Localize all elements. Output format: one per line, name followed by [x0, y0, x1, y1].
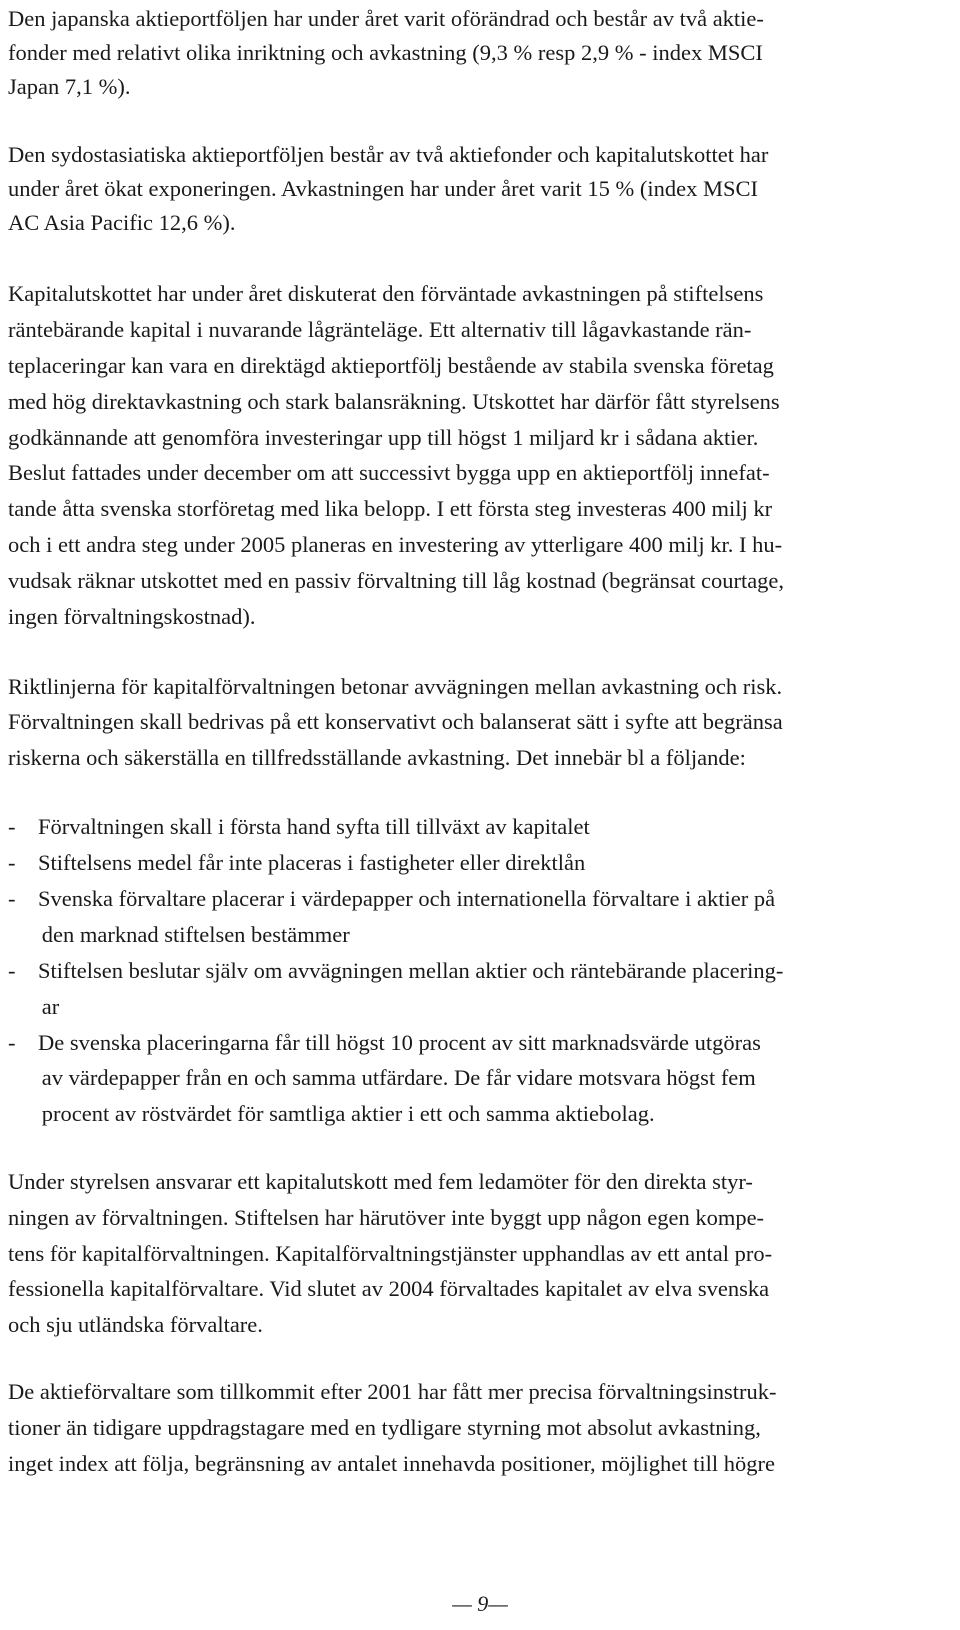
list-item: procent av röstvärdet för samtliga aktier i ett och samma aktiebolag.: [8, 1101, 655, 1126]
list-item: - De svenska placeringarna får till högst 10 procent av sitt marknadsvärde utgöras: [8, 1030, 761, 1055]
text-line: Japan 7,1 %).: [8, 74, 131, 99]
text-line: tande åtta svenska storföretag med lika belopp. I ett första steg investeras 400 milj kr: [8, 496, 773, 521]
list-item: - Svenska förvaltare placerar i värdepapper och internationella förvaltare i aktier på: [8, 886, 776, 911]
text-line: riskerna och säkerställa en tillfredsställande avkastning. Det innebär bl a följande:: [8, 745, 746, 770]
text-line: Under styrelsen ansvarar ett kapitalutskott med fem ledamöter för den direkta styr-: [8, 1169, 753, 1194]
text-line: tioner än tidigare uppdragstagare med en tydligare styrning mot absolut avkastning,: [8, 1415, 761, 1440]
list-item: - Förvaltningen skall i första hand syfta till tillväxt av kapitalet: [8, 814, 590, 839]
text-line: med hög direktavkastning och stark balansräkning. Utskottet har därför fått styrelsens: [8, 389, 780, 414]
text-line: ningen av förvaltningen. Stiftelsen har härutöver inte byggt upp någon egen kompe-: [8, 1205, 765, 1230]
text-line: och i ett andra steg under 2005 planeras en investering av ytterligare 400 milj kr. I hu-: [8, 532, 783, 557]
text-line: Den sydostasiatiska aktieportföljen består av två aktiefonder och kapitalutskottet har: [8, 142, 769, 167]
list-item: - Stiftelsen beslutar själv om avvägningen mellan aktier och räntebärande placering-: [8, 958, 784, 983]
text-line: godkännande att genomföra investeringar upp till högst 1 miljard kr i sådana aktier.: [8, 425, 759, 450]
list-item: av värdepapper från en och samma utfärdare. De får vidare motsvara högst fem: [8, 1065, 756, 1090]
text-line: inget index att följa, begränsning av antalet innehavda positioner, möjlighet till högre: [8, 1451, 776, 1476]
page-number: — 9—: [452, 1591, 508, 1616]
list-item: ar: [8, 994, 60, 1019]
text-line: fessionella kapitalförvaltare. Vid slutet av 2004 förvaltades kapitalet av elva svenska: [8, 1276, 770, 1301]
text-line: vudsak räknar utskottet med en passiv förvaltning till låg kostnad (begränsat courtage,: [8, 568, 785, 593]
list-item: den marknad stiftelsen bestämmer: [8, 922, 350, 947]
text-line: Förvaltningen skall bedrivas på ett konservativt och balanserat sätt i syfte att begränsa: [8, 709, 783, 734]
text-line: Riktlinjerna för kapitalförvaltningen betonar avvägningen mellan avkastning och risk.: [8, 674, 783, 699]
text-line: Den japanska aktieportföljen har under året varit oförändrad och består av två aktie-: [8, 6, 764, 31]
text-line: räntebärande kapital i nuvarande lågränteläge. Ett alternativ till lågavkastande rän-: [8, 317, 752, 342]
text-line: De aktieförvaltare som tillkommit efter 2001 har fått mer precisa förvaltningsinstruk-: [8, 1379, 777, 1404]
text-line: under året ökat exponeringen. Avkastningen har under året varit 15 % (index MSCI: [8, 176, 758, 201]
text-line: Kapitalutskottet har under året diskuterat den förväntade avkastningen på stiftelsens: [8, 281, 764, 306]
text-line: AC Asia Pacific 12,6 %).: [8, 210, 236, 235]
text-line: tens för kapitalförvaltningen. Kapitalförvaltningstjänster upphandlas av ett antal pro-: [8, 1241, 773, 1266]
text-line: ingen förvaltningskostnad).: [8, 604, 256, 629]
list-item: - Stiftelsens medel får inte placeras i fastigheter eller direktlån: [8, 850, 586, 875]
text-line: Beslut fattades under december om att successivt bygga upp en aktieportfölj innefat-: [8, 460, 770, 485]
text-line: och sju utländska förvaltare.: [8, 1312, 263, 1337]
text-line: fonder med relativt olika inriktning och avkastning (9,3 % resp 2,9 % - index MSCI: [8, 40, 763, 65]
text-line: teplaceringar kan vara en direktägd aktieportfölj bestående av stabila svenska företag: [8, 353, 774, 378]
